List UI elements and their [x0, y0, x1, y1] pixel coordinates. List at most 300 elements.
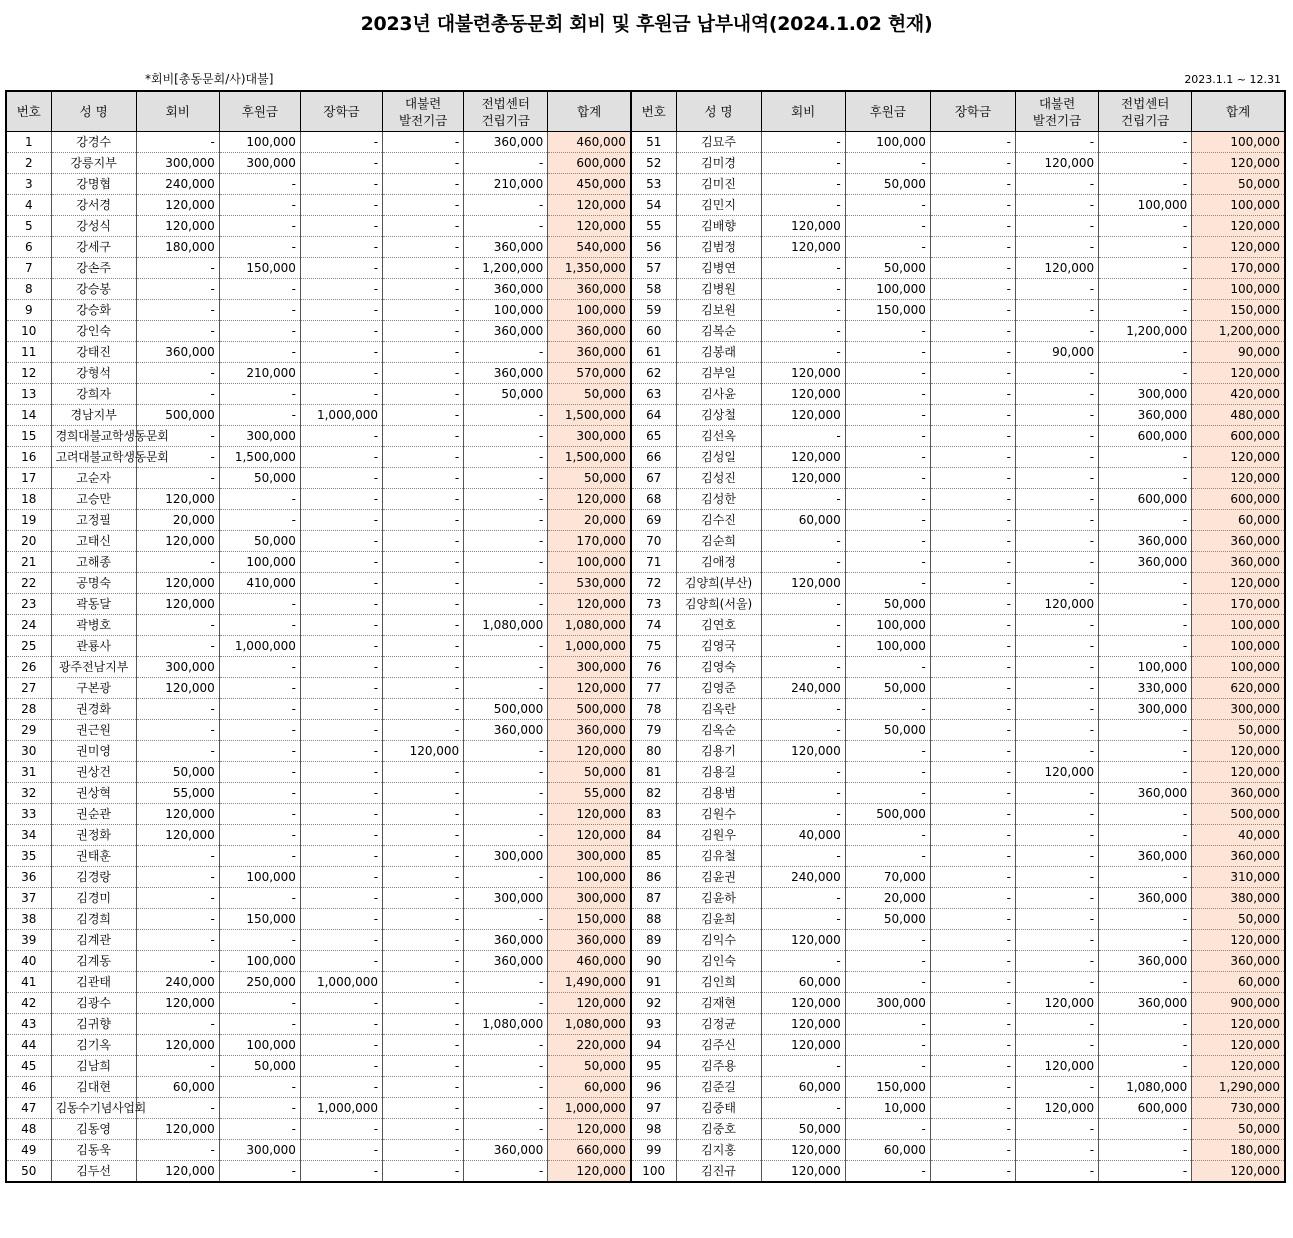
right-cell-name: 김성일 — [676, 447, 761, 468]
right-cell-name: 김용기 — [676, 741, 761, 762]
left-cell-fee: - — [136, 258, 219, 279]
right-cell-center-fund: - — [1099, 741, 1192, 762]
left-cell-center-fund: - — [464, 867, 548, 888]
left-cell-scholarship: - — [300, 321, 382, 342]
right-cell-center-fund: 1,200,000 — [1099, 321, 1192, 342]
right-cell-development-fund: - — [1016, 195, 1099, 216]
left-cell-name: 김경희 — [51, 909, 136, 930]
left-cell-development-fund: - — [383, 972, 464, 993]
right-cell-scholarship: - — [930, 405, 1015, 426]
left-cell-number: 8 — [6, 279, 51, 300]
left-cell-fee: 120,000 — [136, 804, 219, 825]
right-cell-fee: - — [761, 1098, 845, 1119]
left-cell-center-fund: - — [464, 573, 548, 594]
right-cell-fee: 240,000 — [761, 678, 845, 699]
left-cell-number: 39 — [6, 930, 51, 951]
table-row — [6, 405, 1285, 426]
left-cell-fee: 240,000 — [136, 174, 219, 195]
left-cell-scholarship: - — [300, 237, 382, 258]
left-cell-name: 강경수 — [51, 132, 136, 153]
left-cell-name: 강승봉 — [51, 279, 136, 300]
left-cell-donation: 210,000 — [219, 363, 300, 384]
left-cell-name: 김동영 — [51, 1119, 136, 1140]
left-cell-number: 47 — [6, 1098, 51, 1119]
left-cell-development-fund: - — [383, 783, 464, 804]
left-cell-total: 120,000 — [548, 993, 631, 1014]
right-cell-donation: - — [845, 447, 930, 468]
left-cell-scholarship: - — [300, 825, 382, 846]
right-cell-donation: - — [845, 930, 930, 951]
col-header-number: 번호 — [631, 91, 676, 132]
left-cell-fee: - — [136, 552, 219, 573]
left-cell-scholarship: - — [300, 174, 382, 195]
right-cell-total: 100,000 — [1192, 615, 1285, 636]
right-cell-total: 50,000 — [1192, 909, 1285, 930]
right-cell-center-fund: 360,000 — [1099, 405, 1192, 426]
col-header-donation: 후원금 — [219, 91, 300, 132]
left-cell-number: 30 — [6, 741, 51, 762]
left-cell-total: 55,000 — [548, 783, 631, 804]
right-cell-development-fund: - — [1016, 678, 1099, 699]
right-cell-scholarship: - — [930, 972, 1015, 993]
right-cell-total: 120,000 — [1192, 1035, 1285, 1056]
right-cell-scholarship: - — [930, 678, 1015, 699]
left-cell-donation: 50,000 — [219, 468, 300, 489]
left-cell-fee: 20,000 — [136, 510, 219, 531]
table-row — [6, 384, 1285, 405]
table-row — [6, 657, 1285, 678]
left-cell-donation: 100,000 — [219, 951, 300, 972]
right-cell-number: 70 — [631, 531, 676, 552]
right-cell-donation: - — [845, 363, 930, 384]
right-cell-total: 100,000 — [1192, 279, 1285, 300]
right-cell-total: 100,000 — [1192, 636, 1285, 657]
col-header-scholarship: 장학금 — [300, 91, 382, 132]
left-cell-fee: 120,000 — [136, 1035, 219, 1056]
right-cell-total: 40,000 — [1192, 825, 1285, 846]
left-cell-name: 강승화 — [51, 300, 136, 321]
right-cell-center-fund: - — [1099, 867, 1192, 888]
left-cell-total: 300,000 — [548, 888, 631, 909]
left-cell-donation: 50,000 — [219, 531, 300, 552]
left-cell-development-fund: - — [383, 468, 464, 489]
right-cell-total: 600,000 — [1192, 489, 1285, 510]
left-cell-donation: 100,000 — [219, 552, 300, 573]
right-cell-donation: - — [845, 1035, 930, 1056]
left-cell-development-fund: - — [383, 510, 464, 531]
left-cell-name: 강태진 — [51, 342, 136, 363]
right-cell-total: 480,000 — [1192, 405, 1285, 426]
right-cell-center-fund: - — [1099, 762, 1192, 783]
right-cell-name: 김용길 — [676, 762, 761, 783]
left-cell-center-fund: - — [464, 405, 548, 426]
left-cell-fee: - — [136, 951, 219, 972]
right-cell-total: 300,000 — [1192, 699, 1285, 720]
right-cell-development-fund: - — [1016, 468, 1099, 489]
left-cell-center-fund: 360,000 — [464, 237, 548, 258]
right-cell-scholarship: - — [930, 468, 1015, 489]
left-cell-donation: - — [219, 657, 300, 678]
right-cell-donation: - — [845, 1056, 930, 1077]
left-cell-name: 권순관 — [51, 804, 136, 825]
table-body — [6, 132, 1285, 1183]
right-cell-scholarship: - — [930, 888, 1015, 909]
left-cell-donation: 1,000,000 — [219, 636, 300, 657]
right-cell-name: 김부일 — [676, 363, 761, 384]
left-cell-name: 곽동달 — [51, 594, 136, 615]
left-cell-total: 120,000 — [548, 1119, 631, 1140]
left-cell-total: 100,000 — [548, 552, 631, 573]
col-header-fee: 회비 — [761, 91, 845, 132]
left-cell-donation: 50,000 — [219, 1056, 300, 1077]
left-cell-total: 360,000 — [548, 279, 631, 300]
left-cell-total: 300,000 — [548, 846, 631, 867]
payment-table — [5, 90, 1286, 1183]
right-cell-development-fund: - — [1016, 279, 1099, 300]
table-row — [6, 993, 1285, 1014]
left-cell-center-fund: - — [464, 783, 548, 804]
right-cell-fee: - — [761, 909, 845, 930]
right-cell-center-fund: - — [1099, 258, 1192, 279]
left-cell-scholarship: - — [300, 615, 382, 636]
right-cell-total: 100,000 — [1192, 657, 1285, 678]
left-cell-scholarship: 1,000,000 — [300, 1098, 382, 1119]
right-cell-fee: - — [761, 321, 845, 342]
right-cell-scholarship: - — [930, 573, 1015, 594]
right-cell-center-fund: - — [1099, 573, 1192, 594]
left-cell-number: 44 — [6, 1035, 51, 1056]
right-cell-fee: 60,000 — [761, 1077, 845, 1098]
left-cell-donation: - — [219, 510, 300, 531]
left-cell-scholarship: - — [300, 216, 382, 237]
right-cell-donation: - — [845, 783, 930, 804]
right-cell-number: 73 — [631, 594, 676, 615]
left-cell-donation: - — [219, 489, 300, 510]
left-cell-total: 50,000 — [548, 1056, 631, 1077]
left-cell-fee: 300,000 — [136, 657, 219, 678]
right-cell-fee: 120,000 — [761, 930, 845, 951]
right-cell-total: 50,000 — [1192, 1119, 1285, 1140]
left-cell-development-fund: - — [383, 216, 464, 237]
right-cell-development-fund: - — [1016, 951, 1099, 972]
left-cell-center-fund: - — [464, 552, 548, 573]
left-cell-fee: 360,000 — [136, 342, 219, 363]
left-cell-number: 18 — [6, 489, 51, 510]
left-cell-center-fund: - — [464, 636, 548, 657]
right-cell-development-fund: 120,000 — [1016, 762, 1099, 783]
right-cell-fee: - — [761, 531, 845, 552]
left-cell-center-fund: 360,000 — [464, 132, 548, 153]
right-cell-development-fund: - — [1016, 1161, 1099, 1183]
left-cell-scholarship: - — [300, 804, 382, 825]
right-cell-number: 72 — [631, 573, 676, 594]
right-cell-number: 64 — [631, 405, 676, 426]
left-cell-center-fund: - — [464, 1119, 548, 1140]
left-cell-fee: 120,000 — [136, 1119, 219, 1140]
left-cell-donation: - — [219, 1161, 300, 1183]
left-cell-total: 360,000 — [548, 321, 631, 342]
left-cell-total: 570,000 — [548, 363, 631, 384]
left-cell-scholarship: - — [300, 888, 382, 909]
right-cell-development-fund: - — [1016, 573, 1099, 594]
right-cell-donation: - — [845, 405, 930, 426]
right-cell-total: 60,000 — [1192, 510, 1285, 531]
right-cell-scholarship: - — [930, 909, 1015, 930]
right-cell-name: 김정균 — [676, 1014, 761, 1035]
right-cell-fee: - — [761, 342, 845, 363]
right-cell-donation: - — [845, 342, 930, 363]
right-cell-fee: - — [761, 762, 845, 783]
right-cell-donation: 100,000 — [845, 279, 930, 300]
right-cell-development-fund: - — [1016, 741, 1099, 762]
left-cell-total: 50,000 — [548, 762, 631, 783]
left-cell-development-fund: - — [383, 447, 464, 468]
left-cell-name: 김동욱 — [51, 1140, 136, 1161]
table-row — [6, 1098, 1285, 1119]
right-cell-number: 71 — [631, 552, 676, 573]
left-cell-total: 60,000 — [548, 1077, 631, 1098]
right-cell-donation: - — [845, 972, 930, 993]
left-cell-fee: - — [136, 1140, 219, 1161]
left-cell-name: 공명숙 — [51, 573, 136, 594]
right-cell-fee: 120,000 — [761, 1035, 845, 1056]
left-cell-donation: - — [219, 384, 300, 405]
left-cell-name: 고태신 — [51, 531, 136, 552]
left-cell-fee: - — [136, 720, 219, 741]
left-cell-scholarship: - — [300, 762, 382, 783]
col-header-total: 합계 — [1192, 91, 1285, 132]
right-cell-name: 김영숙 — [676, 657, 761, 678]
right-cell-development-fund: - — [1016, 132, 1099, 153]
left-cell-development-fund: - — [383, 888, 464, 909]
left-cell-scholarship: - — [300, 1056, 382, 1077]
left-cell-number: 32 — [6, 783, 51, 804]
left-cell-fee: 180,000 — [136, 237, 219, 258]
left-cell-development-fund: - — [383, 699, 464, 720]
right-cell-center-fund: - — [1099, 804, 1192, 825]
left-cell-center-fund: - — [464, 426, 548, 447]
right-cell-name: 김윤권 — [676, 867, 761, 888]
right-cell-number: 54 — [631, 195, 676, 216]
col-header-name: 성 명 — [676, 91, 761, 132]
right-cell-scholarship: - — [930, 930, 1015, 951]
right-cell-development-fund: - — [1016, 804, 1099, 825]
left-cell-fee: - — [136, 468, 219, 489]
right-cell-number: 56 — [631, 237, 676, 258]
left-cell-scholarship: - — [300, 384, 382, 405]
left-cell-scholarship: - — [300, 741, 382, 762]
right-cell-total: 620,000 — [1192, 678, 1285, 699]
left-cell-total: 20,000 — [548, 510, 631, 531]
right-cell-scholarship: - — [930, 132, 1015, 153]
right-cell-center-fund: 360,000 — [1099, 951, 1192, 972]
col-header-donation: 후원금 — [845, 91, 930, 132]
left-cell-center-fund: 100,000 — [464, 300, 548, 321]
left-cell-donation: - — [219, 1077, 300, 1098]
right-cell-scholarship: - — [930, 363, 1015, 384]
left-cell-number: 34 — [6, 825, 51, 846]
right-cell-scholarship: - — [930, 762, 1015, 783]
left-cell-center-fund: 1,200,000 — [464, 258, 548, 279]
left-cell-number: 45 — [6, 1056, 51, 1077]
right-cell-name: 김선옥 — [676, 426, 761, 447]
right-cell-development-fund: - — [1016, 1140, 1099, 1161]
right-cell-fee: 50,000 — [761, 1119, 845, 1140]
right-cell-number: 62 — [631, 363, 676, 384]
right-cell-donation: - — [845, 426, 930, 447]
right-cell-number: 82 — [631, 783, 676, 804]
left-cell-number: 19 — [6, 510, 51, 531]
right-cell-name: 김원우 — [676, 825, 761, 846]
left-cell-number: 46 — [6, 1077, 51, 1098]
left-cell-total: 120,000 — [548, 825, 631, 846]
right-cell-fee: 120,000 — [761, 237, 845, 258]
left-cell-development-fund: - — [383, 720, 464, 741]
left-cell-name: 권근원 — [51, 720, 136, 741]
right-cell-development-fund: - — [1016, 363, 1099, 384]
right-cell-name: 김재현 — [676, 993, 761, 1014]
left-cell-development-fund: - — [383, 762, 464, 783]
left-cell-donation: - — [219, 279, 300, 300]
left-cell-scholarship: - — [300, 846, 382, 867]
right-cell-name: 김복순 — [676, 321, 761, 342]
left-cell-donation: - — [219, 888, 300, 909]
right-cell-donation: 100,000 — [845, 636, 930, 657]
table-header-row — [6, 91, 1285, 132]
left-cell-name: 권상혁 — [51, 783, 136, 804]
left-cell-name: 권정화 — [51, 825, 136, 846]
left-cell-development-fund: - — [383, 825, 464, 846]
right-cell-center-fund: - — [1099, 930, 1192, 951]
right-cell-center-fund: 300,000 — [1099, 384, 1192, 405]
left-cell-development-fund: - — [383, 804, 464, 825]
left-cell-name: 강인숙 — [51, 321, 136, 342]
right-cell-fee: - — [761, 594, 845, 615]
right-cell-number: 79 — [631, 720, 676, 741]
left-cell-number: 38 — [6, 909, 51, 930]
table-row — [6, 531, 1285, 552]
right-cell-total: 120,000 — [1192, 762, 1285, 783]
right-cell-total: 60,000 — [1192, 972, 1285, 993]
right-cell-center-fund: 360,000 — [1099, 783, 1192, 804]
right-cell-development-fund: - — [1016, 321, 1099, 342]
left-cell-scholarship: - — [300, 300, 382, 321]
right-cell-development-fund: - — [1016, 636, 1099, 657]
right-cell-total: 120,000 — [1192, 237, 1285, 258]
left-cell-center-fund: - — [464, 594, 548, 615]
right-cell-fee: 60,000 — [761, 510, 845, 531]
right-cell-fee: - — [761, 1056, 845, 1077]
left-cell-number: 4 — [6, 195, 51, 216]
right-cell-development-fund: - — [1016, 447, 1099, 468]
right-cell-center-fund: 330,000 — [1099, 678, 1192, 699]
right-cell-donation: 100,000 — [845, 615, 930, 636]
left-cell-fee: - — [136, 321, 219, 342]
table-row — [6, 468, 1285, 489]
right-cell-donation: - — [845, 1014, 930, 1035]
right-cell-number: 81 — [631, 762, 676, 783]
left-cell-center-fund: 300,000 — [464, 846, 548, 867]
left-cell-name: 김계동 — [51, 951, 136, 972]
right-cell-total: 50,000 — [1192, 720, 1285, 741]
right-cell-center-fund: 1,080,000 — [1099, 1077, 1192, 1098]
right-cell-scholarship: - — [930, 1161, 1015, 1183]
left-cell-development-fund: - — [383, 993, 464, 1014]
right-cell-name: 김인희 — [676, 972, 761, 993]
right-cell-total: 120,000 — [1192, 447, 1285, 468]
left-cell-number: 43 — [6, 1014, 51, 1035]
left-cell-total: 50,000 — [548, 468, 631, 489]
right-cell-fee: - — [761, 132, 845, 153]
left-cell-development-fund: - — [383, 573, 464, 594]
right-cell-center-fund: 360,000 — [1099, 531, 1192, 552]
left-cell-number: 6 — [6, 237, 51, 258]
right-cell-total: 170,000 — [1192, 594, 1285, 615]
table-row — [6, 300, 1285, 321]
left-cell-total: 1,000,000 — [548, 636, 631, 657]
left-cell-scholarship: - — [300, 909, 382, 930]
table-row — [6, 1035, 1285, 1056]
right-cell-donation: 50,000 — [845, 174, 930, 195]
left-cell-name: 김경미 — [51, 888, 136, 909]
left-cell-number: 9 — [6, 300, 51, 321]
right-cell-donation: - — [845, 699, 930, 720]
left-cell-center-fund: - — [464, 1035, 548, 1056]
right-cell-development-fund: - — [1016, 867, 1099, 888]
right-cell-fee: - — [761, 153, 845, 174]
right-cell-total: 120,000 — [1192, 741, 1285, 762]
right-cell-total: 120,000 — [1192, 153, 1285, 174]
left-cell-total: 460,000 — [548, 951, 631, 972]
right-cell-total: 120,000 — [1192, 930, 1285, 951]
right-cell-donation: 60,000 — [845, 1140, 930, 1161]
right-cell-number: 65 — [631, 426, 676, 447]
table-row — [6, 636, 1285, 657]
left-cell-donation: - — [219, 699, 300, 720]
left-cell-number: 3 — [6, 174, 51, 195]
right-cell-number: 60 — [631, 321, 676, 342]
table-row — [6, 174, 1285, 195]
left-cell-center-fund: 360,000 — [464, 279, 548, 300]
table-row — [6, 699, 1285, 720]
right-cell-development-fund: - — [1016, 825, 1099, 846]
left-cell-name: 김두선 — [51, 1161, 136, 1183]
left-cell-total: 1,080,000 — [548, 615, 631, 636]
right-cell-total: 1,200,000 — [1192, 321, 1285, 342]
right-cell-total: 100,000 — [1192, 132, 1285, 153]
left-cell-total: 120,000 — [548, 489, 631, 510]
left-cell-development-fund: 120,000 — [383, 741, 464, 762]
right-cell-scholarship: - — [930, 447, 1015, 468]
left-cell-donation: 100,000 — [219, 1035, 300, 1056]
right-cell-donation: - — [845, 951, 930, 972]
right-cell-scholarship: - — [930, 636, 1015, 657]
right-cell-name: 김중태 — [676, 1098, 761, 1119]
table-row — [6, 342, 1285, 363]
right-cell-name: 김준길 — [676, 1077, 761, 1098]
left-cell-number: 48 — [6, 1119, 51, 1140]
table-row — [6, 741, 1285, 762]
left-cell-fee: - — [136, 1014, 219, 1035]
right-cell-center-fund: 300,000 — [1099, 699, 1192, 720]
right-cell-fee: 40,000 — [761, 825, 845, 846]
table-row — [6, 930, 1285, 951]
left-cell-scholarship: - — [300, 1077, 382, 1098]
left-cell-name: 관룡사 — [51, 636, 136, 657]
left-cell-fee: - — [136, 636, 219, 657]
left-cell-number: 37 — [6, 888, 51, 909]
right-cell-fee: - — [761, 426, 845, 447]
